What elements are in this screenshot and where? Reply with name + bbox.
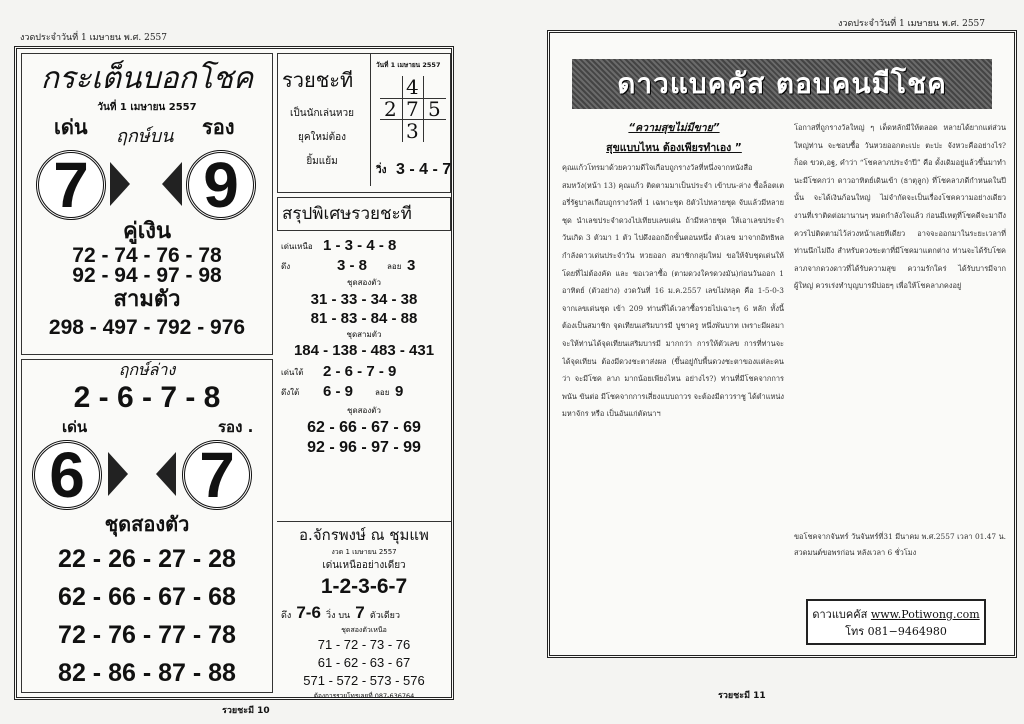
bot-pull: 6 - 9 [323, 383, 354, 400]
krathen-bottom-box [21, 359, 273, 693]
bottom-second-digit: 7 [199, 439, 235, 511]
two-bottom-row: 92 - 96 - 97 - 99 [307, 439, 421, 456]
bottom-lead-circle [32, 440, 102, 510]
top-float: 3 [407, 257, 416, 274]
banner-title: ดาวแบคคัส ตอบคนมีโชค [572, 59, 992, 109]
chak-lead-label: เด่นเหนืออย่างเดียว [322, 560, 406, 571]
contact-phone: โทร 081−9464980 [845, 625, 947, 638]
ruay-line: ยิ้มแย้ม [306, 156, 338, 167]
two-top-list [277, 290, 451, 328]
chak-set-row: 571 - 572 - 573 - 576 [303, 673, 425, 688]
set-row: 62 - 66 - 67 - 68 [58, 583, 236, 611]
bottom-lead-label: เด่น [62, 418, 88, 436]
top-pull-label: ดึง [281, 262, 291, 271]
grid-left: 2 [384, 97, 397, 121]
lead-label: เด่น [54, 115, 88, 139]
grid-center: 7 [406, 97, 419, 121]
arrow-right-icon [108, 452, 128, 496]
ruay-line: เป็นนักเล่นหวย [290, 108, 354, 119]
chak-lead: 1-2-3-6-7 [320, 575, 408, 598]
two-top-row: 31 - 33 - 34 - 38 [310, 291, 418, 308]
column-2-tail: ขอโชคจากจันทร์ วันจันทร์ที่31 มีนาคม พ.ศ.2557 เวลา 01.47 น. สวดมนต์ขอพรก่อน หลังเวลา 6 ชั่วโมง [794, 532, 1006, 557]
chak-pull: 7-6 [296, 603, 321, 622]
chak-pull-label: ดึง [281, 611, 292, 621]
summary-box [277, 235, 451, 521]
run-label: วิ่ง [376, 165, 387, 176]
top-lead-label: เด่นเหนือ [281, 242, 313, 251]
two-label: ชุดสองตัว [347, 406, 381, 415]
bottom-lead-digit: 6 [49, 439, 85, 511]
ruay-date: วันที่ 1 เมษายน 2557 [376, 61, 441, 69]
grid-right: 5 [428, 97, 441, 121]
top-pull: 3 - 8 [337, 257, 368, 274]
float-label: ลอย [387, 262, 402, 271]
page-number: รวยชะมี 11 [718, 691, 766, 701]
pairs-label: คู่เงิน [122, 219, 172, 244]
chak-run-suffix: ตัวเดียว [369, 611, 401, 621]
divider [370, 54, 371, 186]
top-lead-circle [36, 150, 106, 220]
quote-1: “ความสุขไม่มีขาย” [628, 122, 720, 134]
top-label: ฤกษ์บน [116, 126, 174, 147]
arrow-left-icon [162, 162, 182, 206]
page-header: งวดประจำวันที่ 1 เมษายน พ.ศ. 2557 [838, 19, 986, 29]
bottom-second-label: รอง . [218, 418, 254, 436]
quote-2: สุขแบบไหน ต้องเพียรทำเอง ” [606, 142, 742, 154]
two-label: ชุดสองตัว [347, 278, 381, 287]
two-top-row: 81 - 83 - 84 - 88 [310, 310, 418, 327]
chak-title: อ.จักรพงษ์ ณ ชุมแพ [299, 526, 429, 544]
top-lead-digit: 7 [53, 149, 89, 221]
chak-pull-row [281, 603, 400, 626]
krathen-date: วันที่ 1 เมษายน 2557 [97, 102, 197, 113]
pair-row: 92 - 94 - 97 - 98 [72, 264, 222, 287]
bot-lead: 2 - 6 - 7 - 9 [323, 363, 397, 380]
run-digits: 3 - 4 - 7 [396, 161, 452, 178]
top-second-circle [186, 150, 256, 220]
column-1-text: คุณแก้วโทรมาด้วยความดีใจเกือบถูกรางวัลที่หนึ่งจากหนังสือสมหวัง(หน้า 13) คุณแก้ว ติดตามมาเป็นประจำ เข้าบน-ล่าง ซื้อล็อตเตอรี่รัฐบาลเกือบถูกรางวัลที่ 1 เฉพาะชุด 8ตัวไปหลายชุด จับแล้วมีหลายชุด นำเลขประจำดวงไปเทียบเลขเด่น ถ้ามีหลายชุด ให้เอาเลขประจำวันเกิด 3 ตัวมา 1 ตัว ไปดึงออกอีกขั้นตอนหนึ่ง ตัวเลข มาจากอิทธิพล กำลังดาวเด่นประจำวัน หวยออก สมาชิกกลุ่มใหม่ ขอให้จับชุดเด่นให้โดยที่ไม่ต้องคัด และ ขอเวลาซื้อ (ตามดวงใครดวงมัน)ก่อนวันออก 1 อาทิตย์ (ตัวอย่าง) งวดวันที่ 16 ม.ค.2557 เลขไม่หลุด คือ 1-5-0-3 จากเลขเด่นชุด เข้า 209 ท่านที่ได้เวลาซื้อรวยไปเฉาะๆ 6 หลัก ทั้งนี้ ต้องเป็นสมาชิก จุดเทียนเสริมบารมี บูชาครู หนึ่งพันบาท เพราะมีผลมาจะให้ท่านได้จุดเทียนเสริมบารมี มากกว่า การให้ตัวเลข การที่ท่านจะได้จุดเทียน ต้องมีดวงชะตาส่งผล (ขึ้นอยู่กับพื้นดวงชะตาของแต่ละคนว่า จะมีโชค ลาภ มากน้อยเพียงไหน อย่างไร?) ท่านที่มีโชคจากการพนัน ขันต่อ มีโชคจากการเสี่ยงแบบถาวร จะต้องมีดาวราชู ได้ตำแหน่งมหาจักร หรือ เป็นอันแก่ตัดนาฯ [562, 163, 784, 419]
grid-top: 4 [406, 75, 419, 99]
page-number: รวยชะมี 10 [222, 706, 270, 716]
ruay-grid [380, 76, 446, 142]
three-label: ชุดสามตัว [346, 330, 382, 339]
chak-run: 7 [355, 603, 365, 622]
page-header: งวดประจำวันที่ 1 เมษายน พ.ศ. 2557 [20, 33, 168, 43]
chak-date: งวด 1 เมษายน 2557 [331, 548, 397, 556]
float-label: ลอย [375, 388, 390, 397]
second-label: รอง [202, 115, 235, 139]
left-page-frame [14, 46, 454, 700]
chakkraphong-box [277, 521, 451, 700]
sets-list [22, 540, 272, 692]
bot-pull-label: ดึงใต้ [281, 388, 300, 397]
arrow-left-icon [156, 452, 176, 496]
set-row: 72 - 76 - 77 - 78 [58, 621, 236, 649]
contact-box [806, 599, 986, 645]
two-bottom-list [277, 418, 451, 458]
three-label: สามตัว [113, 287, 181, 312]
bottom-second-circle [182, 440, 252, 510]
bottom-digits: 2 - 6 - 7 - 8 [73, 381, 221, 414]
set-row: 22 - 26 - 27 - 28 [58, 545, 236, 573]
bot-float: 9 [395, 383, 404, 400]
sets-label: ชุดสองตัว [104, 512, 190, 536]
chak-sets [277, 636, 451, 690]
grid-bottom: 3 [406, 119, 419, 143]
chak-set-row: 61 - 62 - 63 - 67 [317, 655, 411, 670]
bottom-label: ฤกษ์ล่าง [118, 360, 176, 379]
two-bottom-row: 62 - 66 - 67 - 69 [307, 419, 421, 436]
set-row: 82 - 86 - 87 - 88 [58, 659, 236, 687]
pairs-list [22, 246, 272, 286]
chak-set-row: 71 - 72 - 73 - 76 [317, 637, 411, 652]
contact-name: ดาวแบคคัส [812, 608, 868, 621]
chak-run-label: วิ่ง บน [326, 611, 351, 621]
krathen-box [21, 53, 273, 355]
contact-url[interactable]: www.Potiwong.com [870, 608, 980, 621]
top-lead: 1 - 3 - 4 - 8 [323, 237, 397, 254]
pair-row: 72 - 74 - 76 - 78 [72, 244, 222, 267]
right-page-frame [547, 30, 1017, 658]
chak-sets-label: ชุดสองตัวเหนือ [341, 626, 387, 634]
arrow-right-icon [110, 162, 130, 206]
three-digits: 184 - 138 - 483 - 431 [293, 342, 435, 359]
ruay-box [277, 53, 451, 193]
chak-contact: ต้องการรวยโทรเลยที่ 087-636764 [313, 692, 415, 700]
ruay-line: ยุคใหม่ต้อง [298, 132, 346, 143]
top-second-digit: 9 [203, 149, 239, 221]
ruay-lines [278, 102, 366, 174]
three-digits: 298 - 497 - 792 - 976 [48, 316, 246, 339]
krathen-title: กระเต็นบอกโชค [40, 61, 254, 96]
summary-title: สรุปพิเศษรวยชะที [277, 197, 451, 231]
column-2-text: โอกาสที่ถูกรางวัลใหญ่ ๆ เด็ดหลักมีให้ตลอด หลายได้ยากแต่ส่วนใหญ่ท่าน จะชอบซื้อ วันหวยออกตะเปะ ตะปะ จังหวะคืออย่างไร? ก็อด ขวด,อฐ, คำว่า “โชคลาภประจำปี” คือ ดั้งเดิมอยู่แล้วขึ้นมาทำนะมีโชคกว่า ดาวอาทิตย์เดินเข้า (ธาตุลูก) ที่โชคลาภดีกำหนดในปีนั้น จะได้เงินก้อนใหญ่ ไม่จำกัดจะเป็นเรื่องโชคความอย่างเดียว งานที่เราติดต่อมานานๆ หมดกำลังใจแล้ว ก่อนมีเหตุที่โชคดีจะมาถึง ควรไปติดตามไว้ล่วงหน้าเลยทีเดียว อาจจะออกมาในระยะเวลาที่ท่านนึกไม่ถึง สำหรับดวงชะตาที่มีโชคมาแตกต่าง ท่านจะได้รับโชคลาภจากดวงดาวที่ได้รับความสุข ความรักใคร่ ได้รับบารมีจากผู้ใหญ่ ควรเร่งทำบุญบารมีบ่อยๆ เพื่อให้โชคลาภคงอยู่ [794, 123, 1006, 291]
bot-lead-label: เด่นใต้ [281, 368, 304, 377]
ruay-title: รวยชะที [282, 68, 354, 92]
